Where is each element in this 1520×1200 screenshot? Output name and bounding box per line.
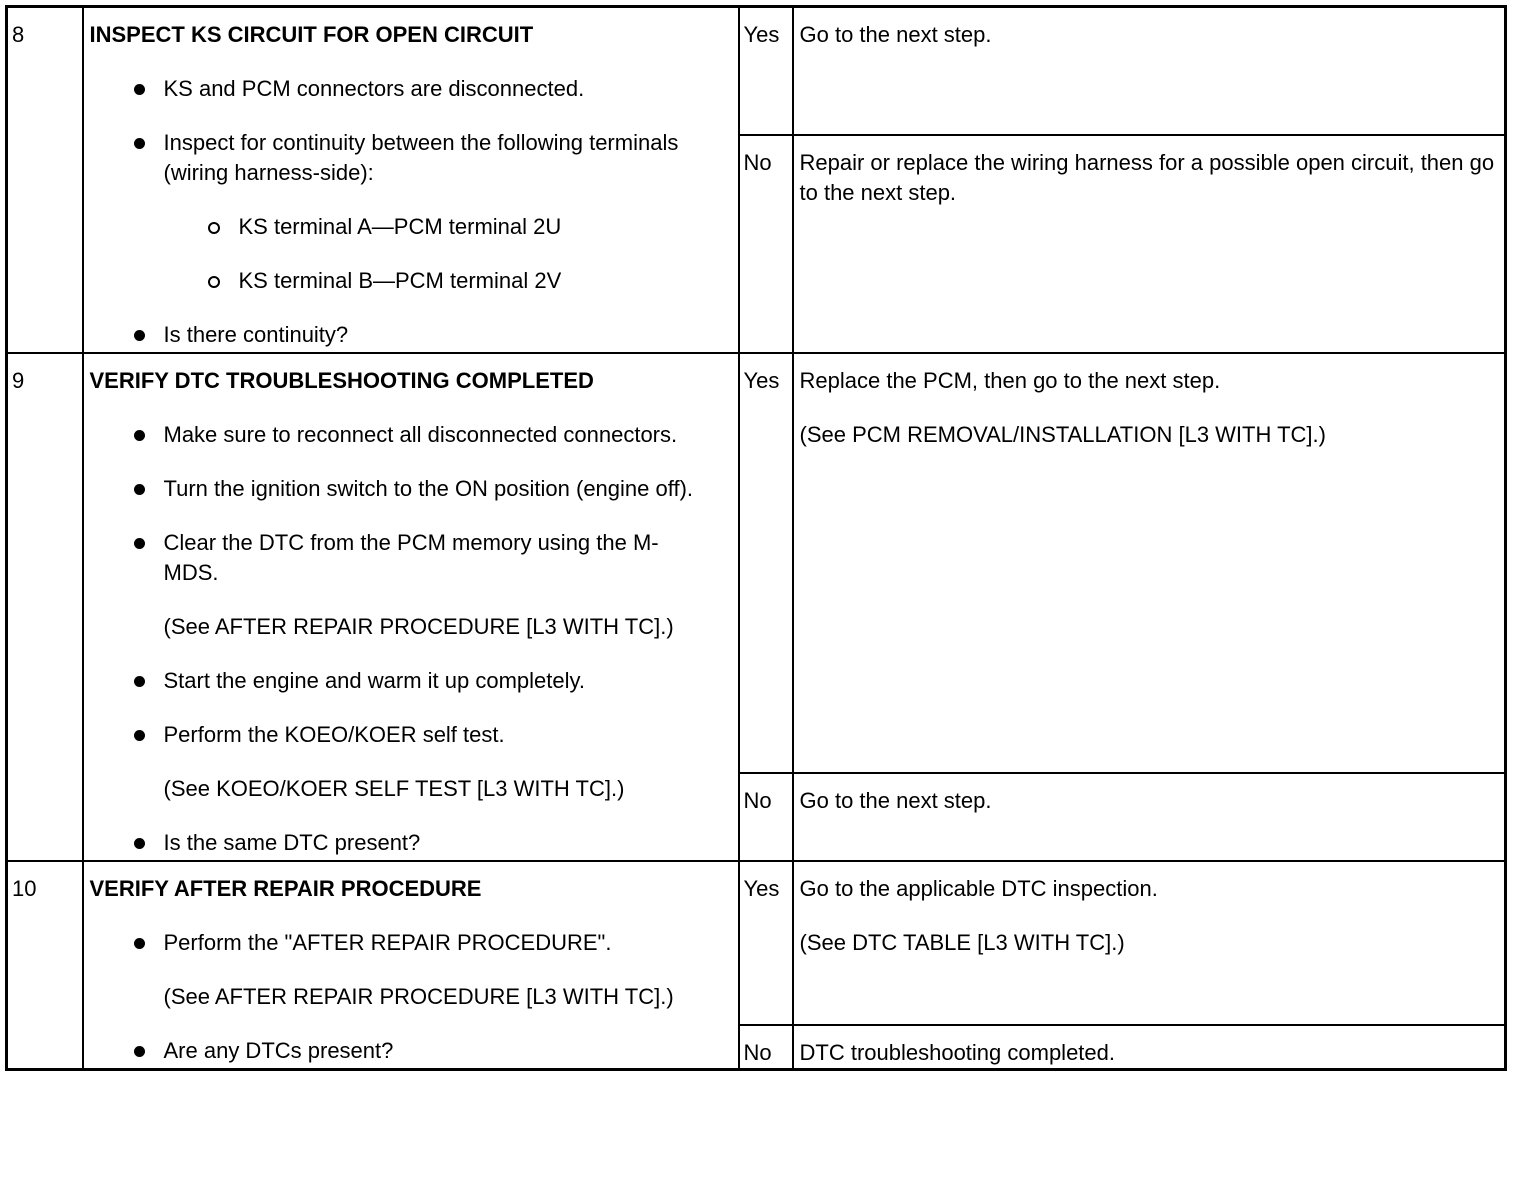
no-label-cell (739, 1025, 793, 1070)
yes-result-block (794, 862, 1505, 958)
step-10-yes-row (7, 861, 1506, 1025)
yes-result-cell (793, 7, 1506, 136)
step-action-cell (83, 353, 739, 861)
reference-note: (See AFTER REPAIR PROCEDURE [L3 WITH TC].) (163, 984, 674, 1009)
step-8-yes-row (7, 7, 1506, 136)
bullet-item: KS and PCM connectors are disconnected. (164, 74, 738, 104)
bullet-item: Is the same DTC present? (164, 828, 738, 860)
yes-result-cell (793, 861, 1506, 1025)
bullet-item: Inspect for continuity between the following terminals (wiring harness-side): (164, 128, 738, 188)
step-number: 8 (12, 22, 25, 47)
step-action-cell (83, 7, 739, 354)
no-result: Go to the next step. (799, 788, 992, 813)
bullet-item: Clear the DTC from the PCM memory using the M-MDS. (164, 528, 738, 588)
step-title: VERIFY AFTER REPAIR PROCEDURE (89, 876, 482, 901)
no-label-cell (739, 135, 793, 353)
reference-note: (See PCM REMOVAL/INSTALLATION [L3 WITH TC].) (799, 422, 1326, 447)
sub-bullet-item: KS terminal A—PCM terminal 2U (239, 212, 738, 242)
no-result-cell (793, 135, 1506, 353)
no-result-cell (793, 773, 1506, 861)
yes-label-cell (739, 353, 793, 773)
no-label: No (743, 788, 772, 813)
reference-note: (See KOEO/KOER SELF TEST [L3 WITH TC].) (163, 776, 625, 801)
step-number-cell (7, 7, 83, 354)
bullet-item: Is there continuity? (164, 320, 738, 352)
no-label-cell (739, 773, 793, 861)
yes-label-cell (739, 7, 793, 136)
step-number-cell (7, 861, 83, 1070)
no-label: No (743, 1040, 772, 1065)
yes-result-block (794, 354, 1505, 450)
bullet-item: Make sure to reconnect all disconnected connectors. (164, 420, 738, 450)
yes-result-cell (793, 353, 1506, 773)
bullet-item: Perform the KOEO/KOER self test. (164, 720, 738, 750)
no-result: Repair or replace the wiring harness for a possible open circuit, then go to the next step. (799, 150, 1495, 205)
step-9-yes-row (7, 353, 1506, 773)
yes-result: Replace the PCM, then go to the next step. (799, 368, 1221, 393)
no-label: No (743, 150, 772, 175)
bullet-item: Are any DTCs present? (164, 1036, 738, 1068)
yes-label: Yes (743, 22, 780, 47)
step-number-cell (7, 353, 83, 861)
yes-result: Go to the next step. (799, 22, 992, 47)
step-action-cell (83, 861, 739, 1070)
troubleshooting-table (5, 5, 1507, 1071)
step-title: INSPECT KS CIRCUIT FOR OPEN CIRCUIT (89, 22, 534, 47)
yes-result: Go to the applicable DTC inspection. (799, 876, 1158, 901)
yes-label-cell (739, 861, 793, 1025)
step-number: 9 (12, 368, 25, 393)
bullet-item: Perform the "AFTER REPAIR PROCEDURE". (164, 928, 738, 958)
reference-note: (See DTC TABLE [L3 WITH TC].) (799, 930, 1125, 955)
sub-bullet-item: KS terminal B—PCM terminal 2V (239, 266, 738, 296)
no-result-cell (793, 1025, 1506, 1070)
step-number: 10 (12, 876, 37, 901)
reference-note: (See AFTER REPAIR PROCEDURE [L3 WITH TC].) (163, 614, 674, 639)
no-result: DTC troubleshooting completed. (799, 1040, 1115, 1065)
yes-label: Yes (743, 368, 780, 393)
yes-label: Yes (743, 876, 780, 901)
step-title: VERIFY DTC TROUBLESHOOTING COMPLETED (89, 368, 594, 393)
bullet-item: Turn the ignition switch to the ON position (engine off). (164, 474, 738, 504)
bullet-item: Start the engine and warm it up completely. (164, 666, 738, 696)
